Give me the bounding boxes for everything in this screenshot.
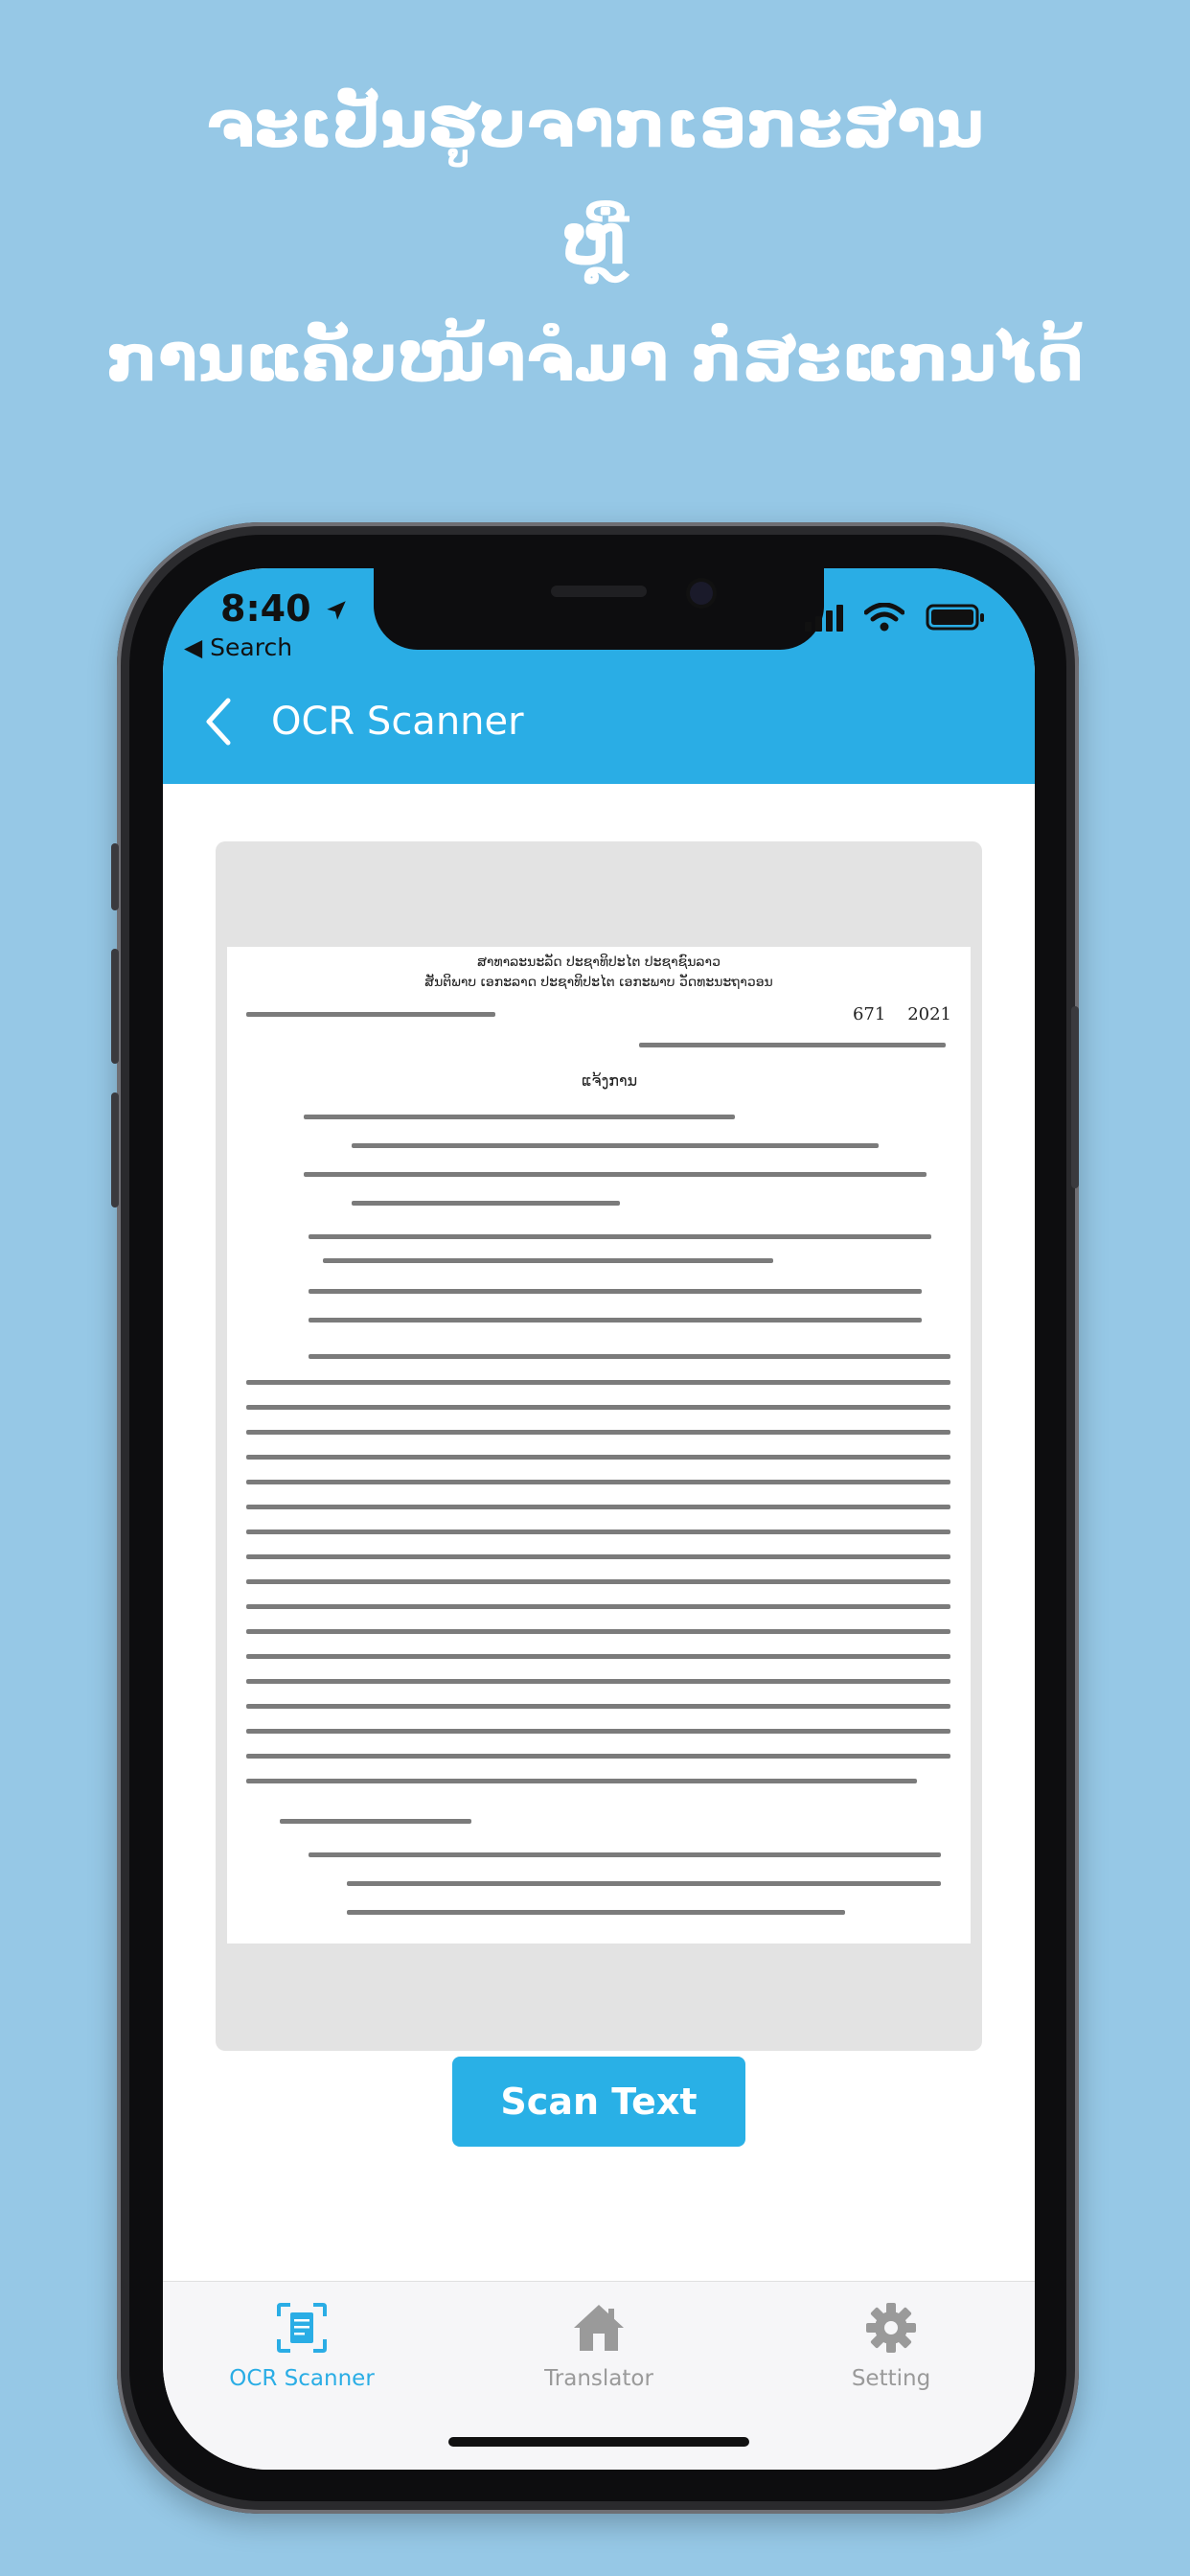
status-icons — [805, 603, 996, 632]
document-text-line — [246, 1679, 950, 1684]
promo-headline — [0, 67, 1190, 418]
phone-side-button-volume-up — [111, 949, 119, 1064]
promo-line-1: ຈະເປັນຮູບຈາກເອກະສານ — [206, 87, 984, 163]
speaker-grille — [551, 586, 647, 597]
document-text-line — [309, 1318, 922, 1322]
document-text-line — [246, 1754, 950, 1759]
document-text-line — [246, 1012, 495, 1017]
ocr-scan-icon — [275, 2301, 329, 2355]
document-text-line — [347, 1881, 941, 1886]
phone-screen — [163, 568, 1035, 2470]
gear-icon — [864, 2301, 918, 2355]
status-time-text: 8:40 — [220, 587, 311, 630]
tab-setting[interactable] — [747, 2301, 1035, 2391]
document-text-line — [246, 1480, 950, 1484]
document-preview — [216, 841, 982, 2051]
document-header-line-2: ສັນຕິພາບ ເອກະລາດ ປະຊາທິປະໄຕ ເອກະພາບ ວັດທະນະຖາວອນ — [424, 975, 773, 990]
promo-line-2: ຫຼື — [561, 204, 629, 280]
notch — [374, 568, 824, 650]
battery-icon — [926, 603, 987, 632]
tab-label: Translator — [544, 2366, 653, 2391]
status-time — [220, 587, 349, 630]
document-text-line — [280, 1819, 471, 1824]
document-text-line — [246, 1704, 950, 1709]
document-title: ແຈ້ງການ — [582, 1071, 638, 1090]
document-text-line — [246, 1579, 950, 1584]
document-text-line — [246, 1729, 950, 1734]
document-text-line — [352, 1143, 879, 1148]
document-text-line — [246, 1505, 950, 1509]
document-text-line — [309, 1289, 922, 1294]
tab-ocr-scanner[interactable] — [163, 2301, 446, 2391]
front-camera — [690, 582, 713, 605]
document-text-line — [246, 1554, 950, 1559]
document-text-line — [246, 1405, 950, 1410]
back-chevron-icon[interactable] — [192, 693, 249, 750]
document-text-line — [246, 1380, 950, 1385]
page-title: OCR Scanner — [271, 700, 524, 744]
document-image — [227, 947, 971, 1944]
document-text-line — [639, 1043, 946, 1047]
document-text-line — [352, 1201, 620, 1206]
tab-translator[interactable] — [455, 2301, 743, 2391]
wifi-icon — [864, 603, 904, 632]
document-number-value: 671 — [852, 1004, 886, 1024]
document-text-line — [309, 1852, 941, 1857]
phone-side-button-volume-down — [111, 1092, 119, 1208]
location-arrow-icon — [324, 598, 349, 623]
document-header-line-1: ສາທາລະນະລັດ ປະຊາທິປະໄຕ ປະຊາຊົນລາວ — [477, 954, 721, 970]
document-text-line — [246, 1779, 917, 1783]
phone-side-button-power — [1071, 1006, 1079, 1188]
document-text-line — [304, 1115, 735, 1119]
document-text-line — [347, 1910, 845, 1915]
document-text-line — [246, 1604, 950, 1609]
document-text-line — [246, 1430, 950, 1435]
document-text-line — [246, 1629, 950, 1634]
home-icon — [570, 2301, 628, 2355]
document-text-line — [309, 1234, 931, 1239]
document-number — [853, 1004, 951, 1024]
phone-side-button-silent — [111, 843, 119, 910]
status-back-link[interactable]: ◀ Search — [184, 633, 293, 661]
document-text-line — [304, 1172, 927, 1177]
document-text-line — [246, 1654, 950, 1659]
signal-icon — [805, 603, 847, 632]
document-year: 2021 — [907, 1004, 951, 1024]
document-text-line — [246, 1455, 950, 1460]
promo-line-3: ການແຄັບໜ້າຈໍມາ ກໍ່ສະແກນໄດ້ — [106, 321, 1084, 397]
tab-label: Setting — [851, 2366, 931, 2391]
document-text-line — [323, 1258, 773, 1263]
scan-text-button[interactable]: Scan Text — [452, 2057, 745, 2147]
document-text-line — [309, 1354, 950, 1359]
document-text-line — [246, 1530, 950, 1534]
document-header — [227, 947, 971, 993]
home-indicator[interactable] — [448, 2437, 749, 2447]
tab-label: OCR Scanner — [229, 2366, 375, 2391]
